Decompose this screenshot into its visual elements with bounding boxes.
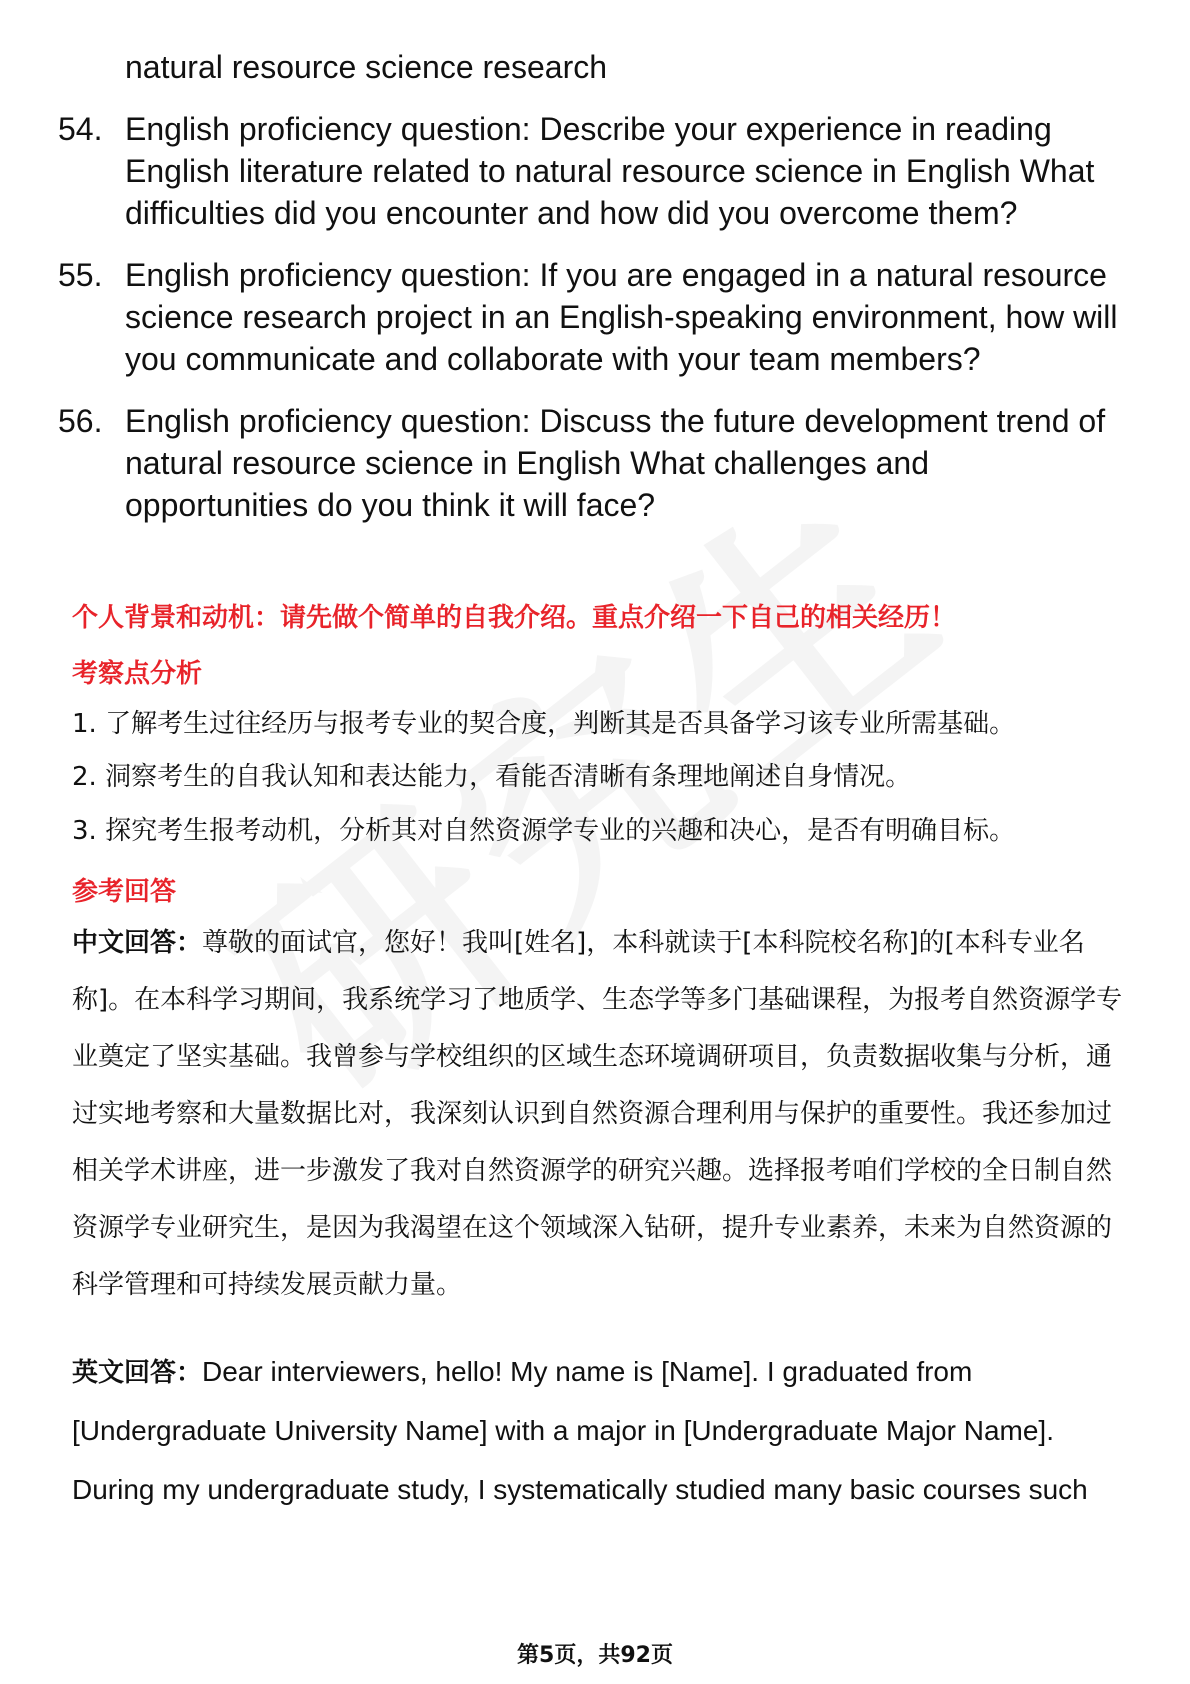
question-item-56: [58, 400, 1120, 526]
analysis-point-3: 3. 探究考生报考动机，分析其对自然资源学专业的兴趣和决心，是否有明确目标。: [72, 816, 1016, 846]
chinese-answer-label: 中文回答：: [72, 928, 203, 958]
reference-heading: 参考回答: [72, 877, 177, 907]
question-number: 54.: [58, 111, 103, 147]
analysis-point-1: 1. 了解考生过往经历与报考专业的契合度，判断其是否具备学习该专业所需基础。: [72, 709, 1016, 739]
analysis-heading: 考察点分析: [72, 659, 203, 689]
question-text: English proficiency question: If you are engaged in a natural resource science research project in an English-speaking environment, how will you communicate and collaborate with your team members?: [125, 257, 1118, 377]
chinese-answer: [72, 915, 1132, 1314]
english-answer-text: Dear interviewers, hello! My name is [Name]. I graduated from [Undergraduate University Name] with a major in [Undergraduate Major Name]. During my undergraduate study, I systematically studied many basic courses such: [72, 1356, 1088, 1505]
english-answer-label: 英文回答：: [72, 1358, 203, 1388]
question-text: English proficiency question: Describe your experience in reading English literature related to natural resource science in English What difficulties did you encounter and how did you overcome them?: [125, 111, 1095, 231]
section-title: 个人背景和动机：请先做个简单的自我介绍。重点介绍一下自己的相关经历！: [72, 603, 957, 633]
english-answer: [72, 1343, 1132, 1520]
question-text: English proficiency question: Discuss the future development trend of natural resource science in English What challenges and opportunities do you think it will face?: [125, 403, 1106, 523]
question-number: 55.: [58, 257, 103, 293]
question-number: 56.: [58, 403, 103, 439]
question-continuation: natural resource science research: [125, 49, 608, 85]
question-item-54: [58, 108, 1120, 234]
analysis-point-2: 2. 洞察考生的自我认知和表达能力，看能否清晰有条理地阐述自身情况。: [72, 762, 912, 792]
question-list: [0, 46, 1190, 526]
page-footer: 第5页，共92页: [517, 1643, 673, 1668]
chinese-answer-text: 尊敬的面试官，您好！我叫[姓名]，本科就读于[本科院校名称]的[本科专业名称]。在本科学习期间，我系统学习了地质学、生态学等多门基础课程，为报考自然资源学专业奠定了坚实基础。我曾参与学校组织的区域生态环境调研项目，负责数据收集与分析，通过实地考察和大量数据比对，我深刻认识到自然资源合理利用与保护的重要性。我还参加过相关学术讲座，进一步激发了我对自然资源学的研究兴趣。选择报考咱们学校的全日制自然资源学专业研究生，是因为我渴望在这个领域深入钻研，提升专业素养，未来为自然资源的科学管理和可持续发展贡献力量。: [72, 928, 1123, 1300]
question-item-55: [58, 254, 1120, 380]
